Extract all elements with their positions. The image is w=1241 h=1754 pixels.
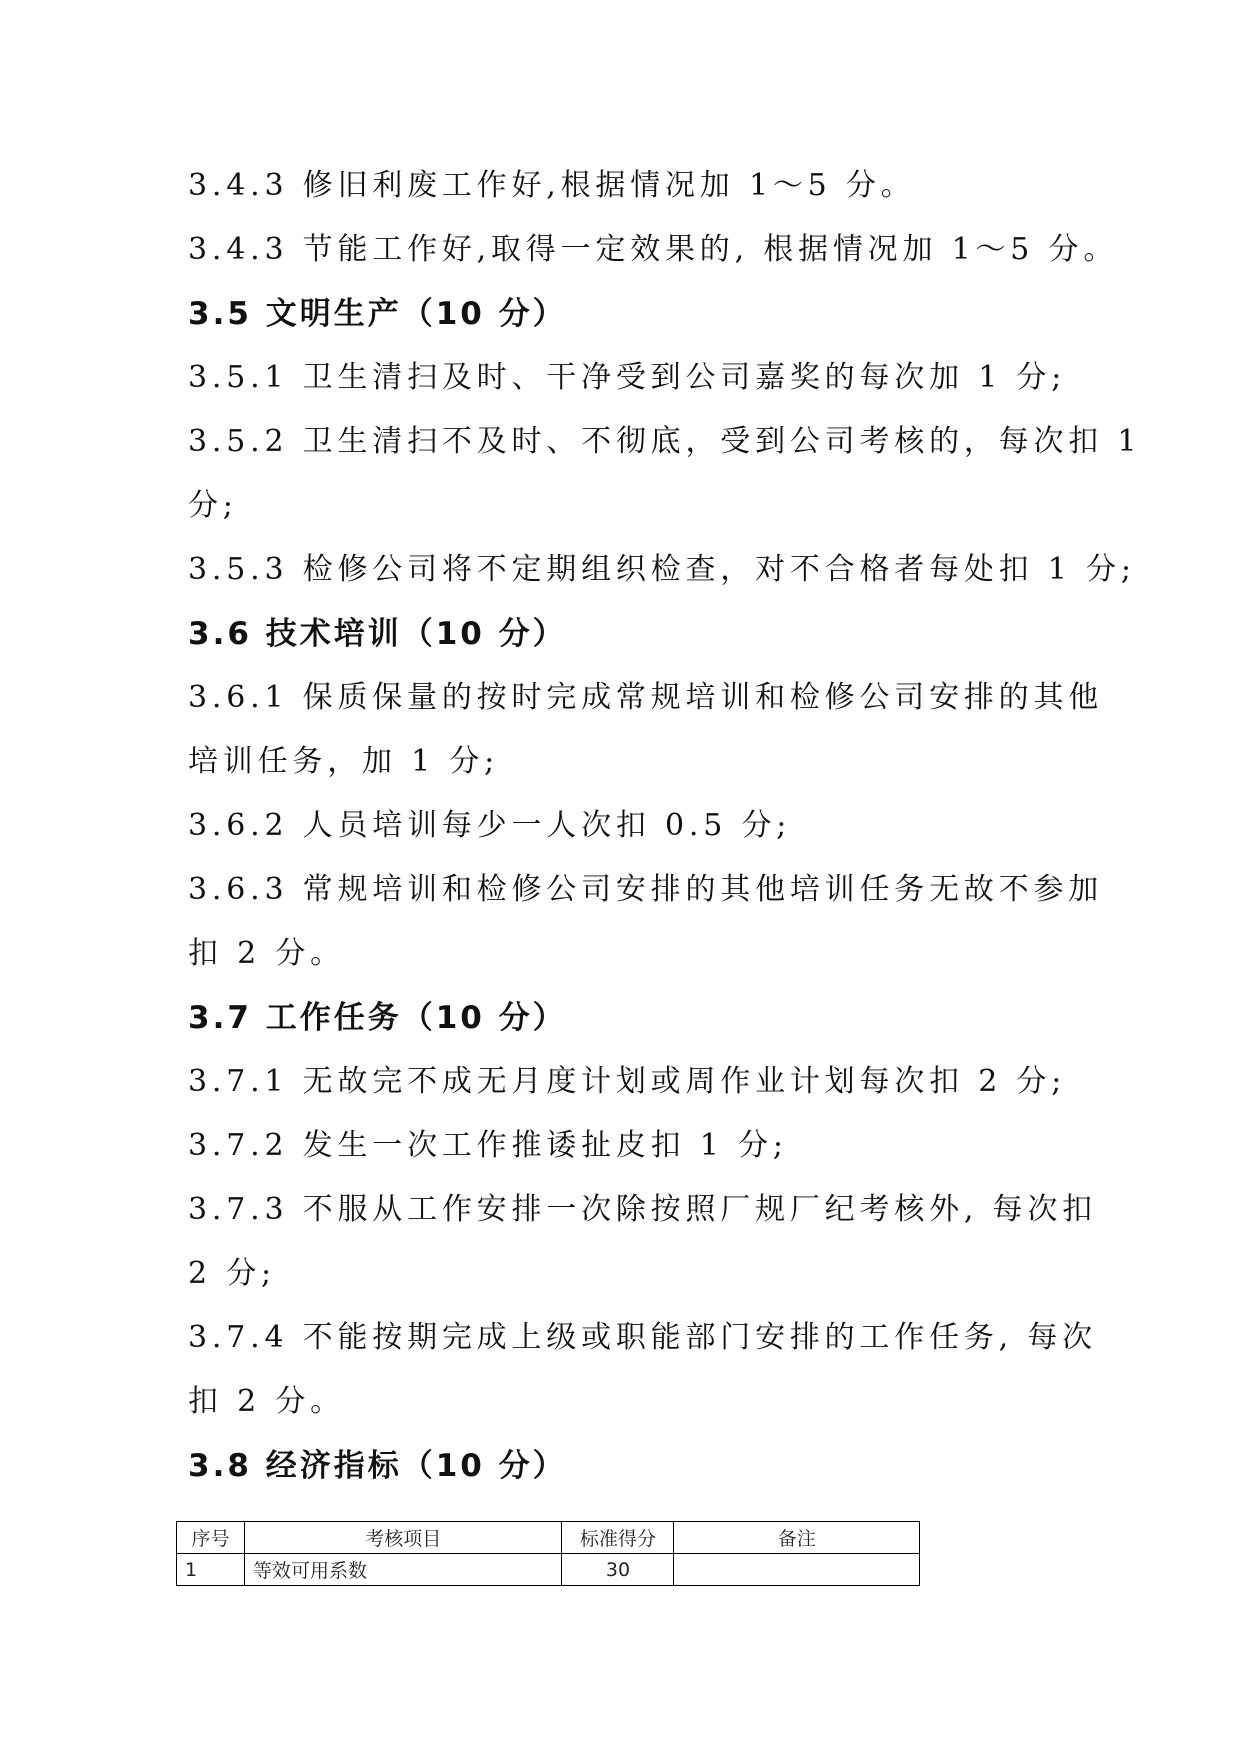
clause-3-6-1: 3.6.1 保质保量的按时完成常规培训和检修公司安排的其他 — [188, 680, 1104, 715]
cell-assessment-item: 等效可用系数 — [244, 1554, 562, 1586]
header-assessment-item: 考核项目 — [244, 1522, 562, 1554]
table-row — [177, 1554, 920, 1586]
header-serial-number: 序号 — [177, 1522, 245, 1554]
table-header-row — [177, 1522, 920, 1554]
clause-3-5-1: 3.5.1 卫生清扫及时、干净受到公司嘉奖的每次加 1 分; — [188, 360, 1067, 395]
economic-indicator-table — [176, 1521, 920, 1586]
section-heading-3-8: 3.8 经济指标（10 分） — [188, 1448, 567, 1484]
clause-3-4-3-energy: 3.4.3 节能工作好,取得一定效果的, 根据情况加 1～5 分。 — [188, 232, 1119, 267]
clause-3-6-1-continued: 培训任务，加 1 分; — [188, 744, 500, 779]
cell-standard-score: 30 — [562, 1554, 674, 1586]
clause-3-6-3: 3.6.3 常规培训和检修公司安排的其他培训任务无故不参加 — [188, 872, 1104, 907]
clause-3-7-4-continued: 扣 2 分。 — [188, 1384, 345, 1419]
header-remarks: 备注 — [674, 1522, 920, 1554]
clause-3-7-3-continued: 2 分; — [188, 1256, 276, 1291]
cell-serial-number: 1 — [177, 1554, 245, 1586]
clause-3-7-2: 3.7.2 发生一次工作推诿扯皮扣 1 分; — [188, 1128, 788, 1163]
clause-3-6-2: 3.6.2 人员培训每少一人次扣 0.5 分; — [188, 808, 792, 843]
clause-3-5-3: 3.5.3 检修公司将不定期组织检查，对不合格者每处扣 1 分; — [188, 552, 1136, 587]
cell-remarks — [674, 1554, 920, 1586]
header-standard-score: 标准得分 — [562, 1522, 674, 1554]
clause-3-7-3: 3.7.3 不服从工作安排一次除按照厂规厂纪考核外, 每次扣 — [188, 1192, 1097, 1227]
clause-3-4-3-repair: 3.4.3 修旧利废工作好,根据情况加 1～5 分。 — [188, 168, 916, 203]
clause-3-5-2-continued: 分; — [188, 488, 238, 523]
clause-3-7-1: 3.7.1 无故完不成无月度计划或周作业计划每次扣 2 分; — [188, 1064, 1067, 1099]
clause-3-7-4: 3.7.4 不能按期完成上级或职能部门安排的工作任务, 每次 — [188, 1320, 1097, 1355]
clause-3-5-2: 3.5.2 卫生清扫不及时、不彻底，受到公司考核的，每次扣 1 — [188, 424, 1142, 459]
section-heading-3-7: 3.7 工作任务（10 分） — [188, 1000, 567, 1036]
clause-3-6-3-continued: 扣 2 分。 — [188, 936, 345, 971]
section-heading-3-5: 3.5 文明生产（10 分） — [188, 296, 567, 332]
section-heading-3-6: 3.6 技术培训（10 分） — [188, 616, 567, 652]
